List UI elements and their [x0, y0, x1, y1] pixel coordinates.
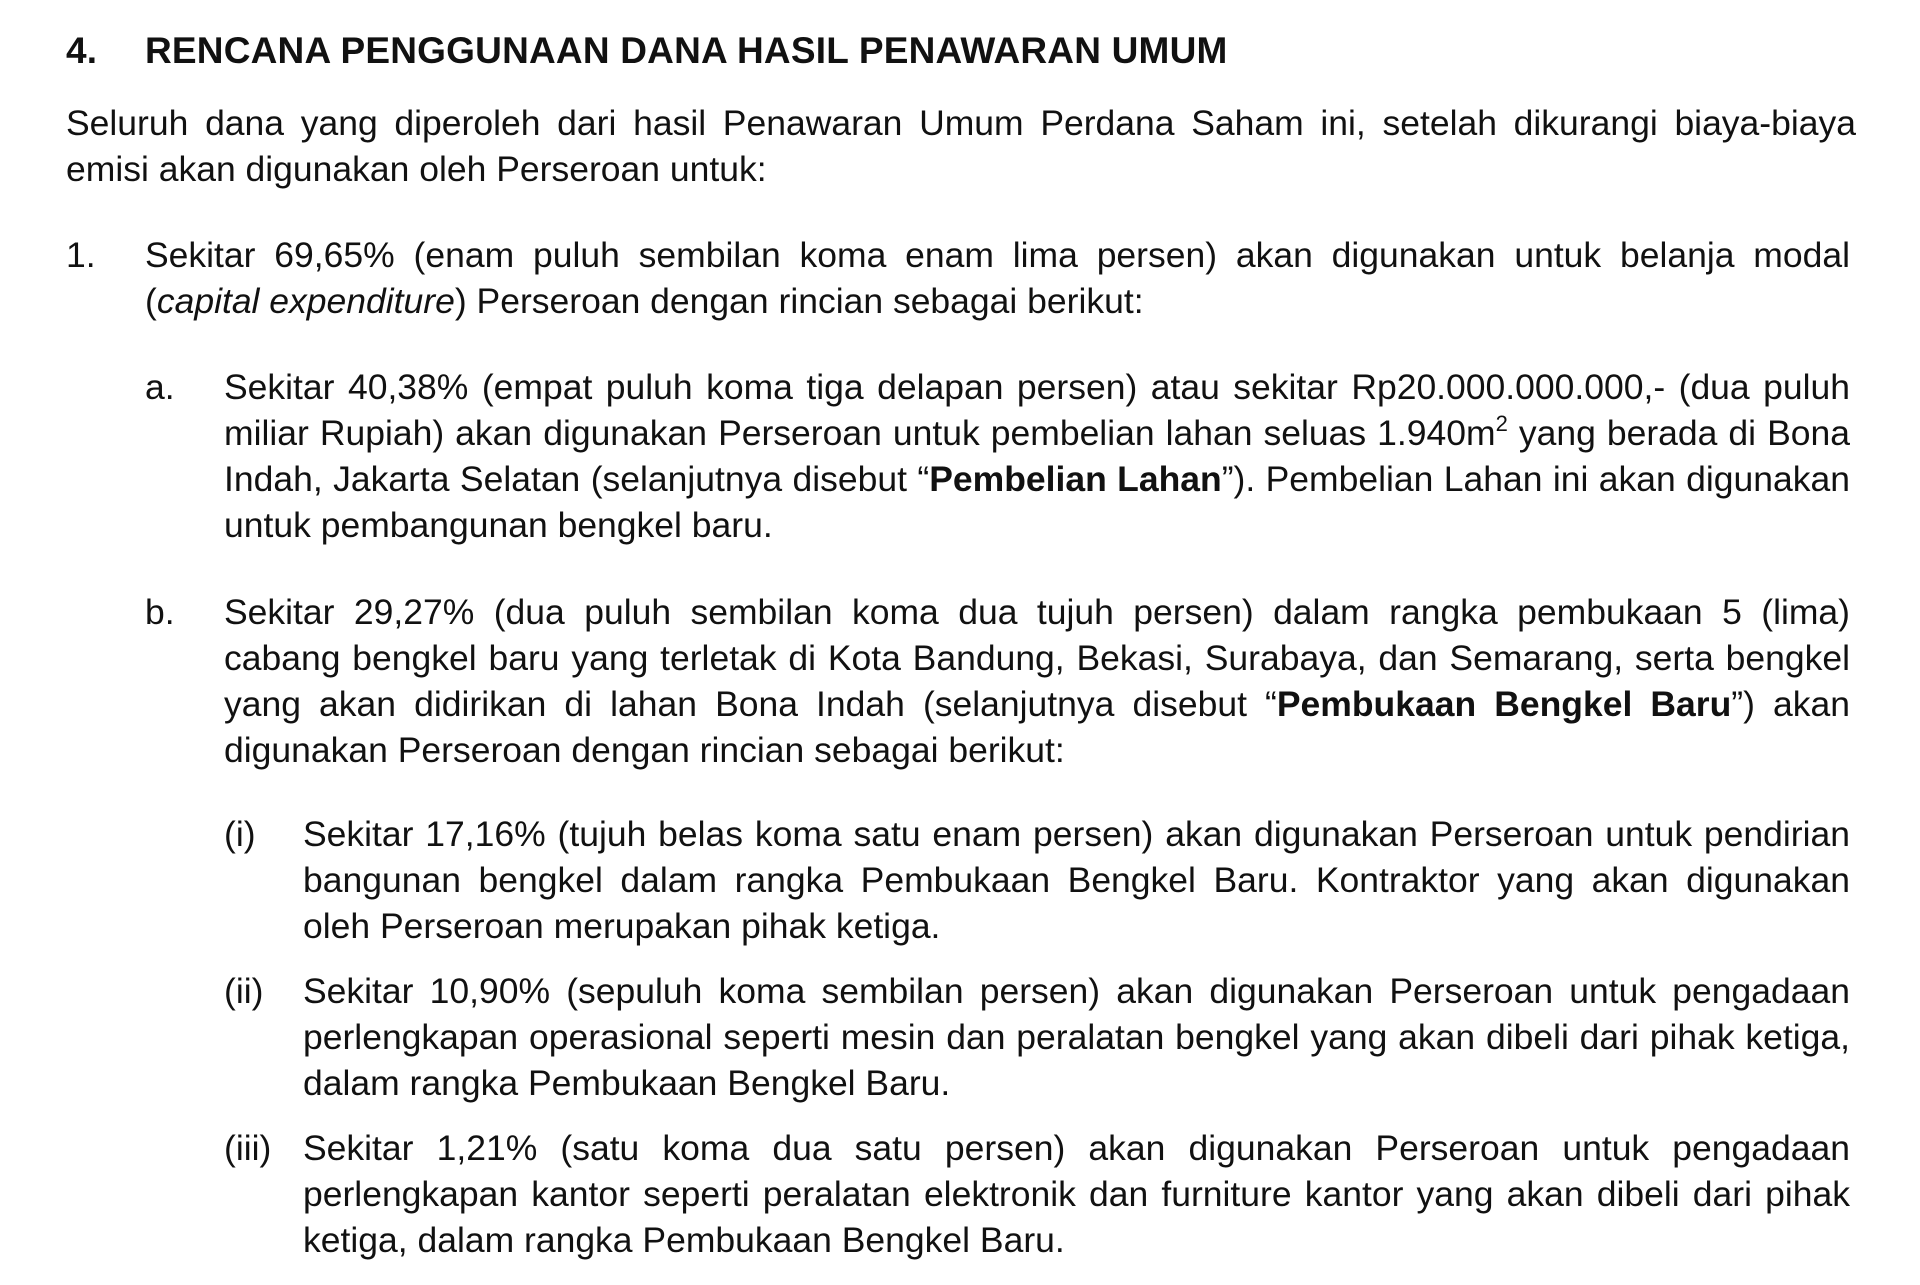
section-heading: [66, 28, 1850, 74]
section-number: 4.: [66, 30, 98, 71]
area-superscript: 2: [1495, 411, 1508, 436]
roman-item-iii: [224, 1125, 1850, 1263]
roman-marker: (ii): [224, 971, 264, 1011]
item1-italic-term: capital expenditure: [156, 281, 455, 321]
term-pembukaan-bengkel-baru: Pembukaan Bengkel Baru: [1276, 684, 1732, 724]
sub-marker-a: a.: [145, 367, 175, 407]
sub-item-b-text: [224, 589, 1850, 773]
sub-marker-b: b.: [145, 592, 175, 632]
item1-text-after: ) Perseroan dengan rincian sebagai berikut:: [454, 281, 1144, 321]
sub-item-b: [145, 589, 1850, 773]
roman-item-ii: [224, 968, 1850, 1106]
list-marker: 1.: [66, 235, 96, 275]
sub-b-text-1: Sekitar 29,27% (dua puluh sembilan koma dua tujuh persen) dalam rangka pembukaan 5 (lima) cabang bengkel baru yang terletak di Kota Bandung, Bekasi, Surabaya, dan Semarang, serta bengkel yang akan didirikan di lahan Bona Indah (selanjutnya disebut “: [224, 592, 1850, 724]
roman-list: [224, 811, 1850, 1263]
sub-a-text-1: Sekitar 40,38% (empat puluh koma tiga delapan persen) atau sekitar Rp20.000.000.000,- (dua puluh miliar Rupiah) akan digunakan Perseroan untuk pembelian lahan seluas 1.940m: [224, 367, 1850, 453]
sub-item-a-text: [224, 364, 1850, 548]
roman-marker: (iii): [224, 1128, 272, 1168]
roman-item-i: [224, 811, 1850, 949]
sub-a-text-2: yang berada di Bona Indah, Jakarta Selatan (selanjutnya disebut “: [224, 413, 1851, 499]
sub-b-text-2: ”) akan digunakan Perseroan dengan rincian sebagai berikut:: [224, 684, 1850, 770]
intro-paragraph: Seluruh dana yang diperoleh dari hasil Penawaran Umum Perdana Saham ini, setelah dikurangi biaya-biaya emisi akan digunakan oleh Perseroan untuk:: [66, 103, 1856, 189]
sub-a-text-3: ”). Pembelian Lahan ini akan digunakan untuk pembangunan bengkel baru.: [224, 459, 1850, 545]
section-title: RENCANA PENGGUNAAN DANA HASIL PENAWARAN UMUM: [145, 30, 1228, 71]
roman-item-text: Sekitar 10,90% (sepuluh koma sembilan persen) akan digunakan Perseroan untuk pengadaan perlengkapan operasional seperti mesin dan peralatan bengkel yang akan dibeli dari pihak ketiga, dalam rangka Pembukaan Bengkel Baru.: [303, 971, 1850, 1103]
list-item-1-text: [145, 232, 1850, 324]
item1-text-before: Sekitar 69,65% (enam puluh sembilan koma enam lima persen) akan digunakan untuk belanja modal (: [145, 235, 1850, 321]
roman-item-text: Sekitar 1,21% (satu koma dua satu persen) akan digunakan Perseroan untuk pengadaan perlengkapan kantor seperti peralatan elektronik dan furniture kantor yang akan dibeli dari pihak ketiga, dalam rangka Pembukaan Bengkel Baru.: [303, 1128, 1850, 1260]
roman-item-text: Sekitar 17,16% (tujuh belas koma satu enam persen) akan digunakan Perseroan untuk pendirian bangunan bengkel dalam rangka Pembukaan Bengkel Baru. Kontraktor yang akan digunakan oleh Perseroan merupakan pihak ketiga.: [303, 814, 1850, 946]
term-pembelian-lahan: Pembelian Lahan: [929, 459, 1222, 499]
list-item-1: [66, 232, 1850, 324]
roman-marker: (i): [224, 814, 256, 854]
sub-item-a: [145, 364, 1850, 548]
